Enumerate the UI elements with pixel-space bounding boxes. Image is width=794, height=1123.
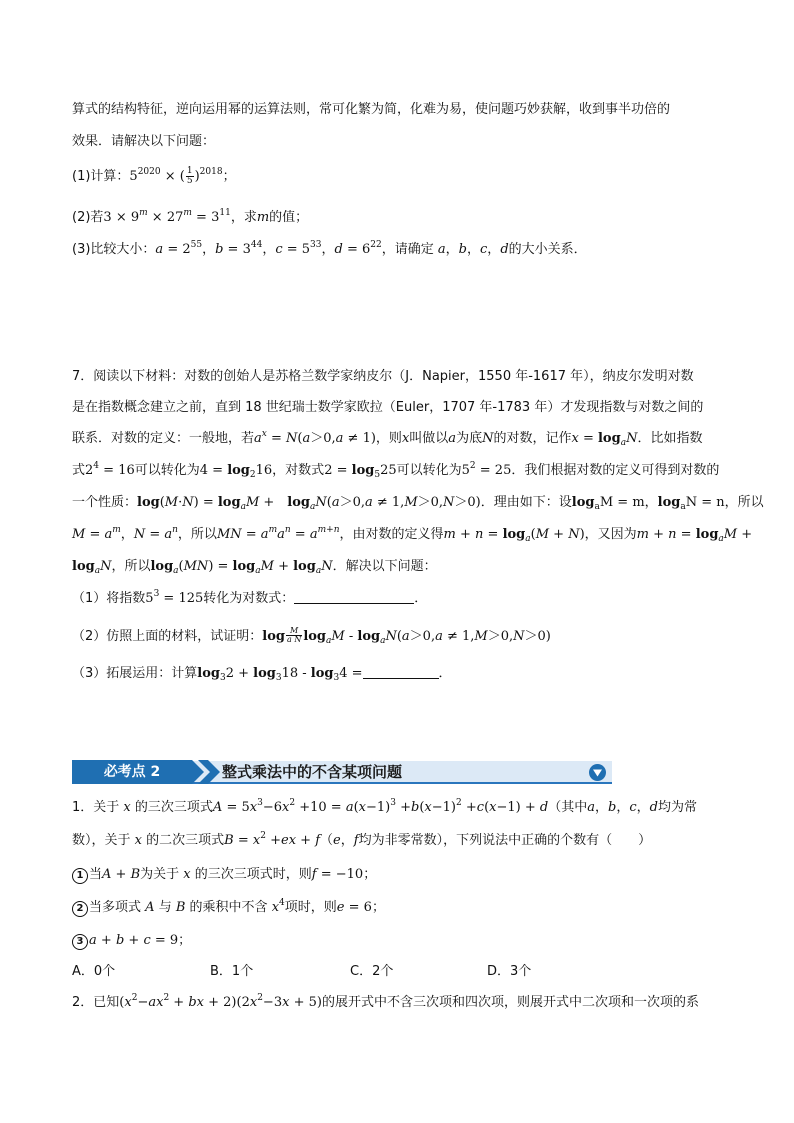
section-banner — [72, 760, 612, 784]
q6-part-2: (2)若$3 \times 9^m \times 27^m = 3^{11}$，求m的值； — [72, 208, 309, 225]
q1-statement-3: 3 a + b + c = 9； — [72, 931, 191, 951]
q1-line-1: 1．关于 x 的三次三项式$A = 5x^3-6x^2 +10 = a(x-1)^3 +b(x-1)^2 +c(x-1) + d$（其中a，b，c，d均为常 — [72, 798, 697, 815]
q1-statement-2: 2 当多项式 A 与 B 的乘积中不含 $x^4$项时，则e = 6； — [72, 898, 385, 918]
q6-part-3: (3)比较大小：$a = 2^{55}$，$b = 3^{44}$，$c = 5^{33}$，$d = 6^{22}$，请确定 a，b，c，d的大小关系． — [72, 240, 587, 257]
q7-line-6: $M = a^m$，$N = a^n$，所以MN = $a^ma^n = a^{m+n}$，由对数的定义得$m + n = \log_a(M + N)$，又因为$m + n = \log_aM$ + — [72, 525, 753, 544]
answer-blank-1[interactable] — [294, 589, 414, 604]
option-b[interactable]: B．1个 — [210, 964, 254, 979]
q7-line-5: 一个性质：$\log(M\cdot N) = \log_aM$ + $\log_aN(a>0,a \ne 1,M>0,N>0)$．理由如下：设$\log_aM = m$，$\log_aN = n$，所以 — [72, 495, 764, 512]
option-c[interactable]: C．2个 — [350, 964, 394, 979]
chevron-down-icon[interactable] — [588, 763, 607, 782]
q7-part-1: （1）将指数$5^3 = 125$转化为对数式： ． — [72, 589, 428, 606]
q7-part-2: （2）仿照上面的材料，试证明：log $_{\frac{M}{\text{a N}}}$ $\log_aM - \log_aN(a>0,a \ne 1,M>0,N>0)$ — [72, 626, 551, 646]
intro-line-1: 算式的结构特征，逆向运用幂的运算法则，常可化繁为简，化难为易，使问题巧妙获解，收到事半功倍的 — [72, 102, 671, 117]
section-badge: 必考点 2 — [103, 764, 161, 780]
circled-3-icon: 3 — [72, 934, 88, 950]
q7-line-3: 联系．对数的定义：一般地，若$a^x = N(a>0,a \ne 1)$，则x叫做以a为底N的对数，记作$x = \log_aN$．比如指数 — [72, 429, 703, 448]
intro-line-2: 效果．请解决以下问题： — [72, 134, 216, 149]
q6-part-1: (1)计算：$5^{2020}$ × ( $\frac{1}{5}$ )$^{2018}$； — [72, 166, 236, 186]
answer-blank-2[interactable] — [363, 664, 439, 679]
q7-line-1: 7．阅读以下材料：对数的创始人是苏格兰数学家纳皮尔（J．Napier，1550 年-1617 年），纳皮尔发明对数 — [72, 369, 694, 384]
q2-line-1: 2．已知($x^2-ax^2$ + bx + $2)(2x^2-3x + 5)$的展开式中不含三次项和四次项，则展开式中二次项和一次项的系 — [72, 993, 699, 1010]
circled-1-icon: 1 — [72, 868, 88, 884]
circled-2-icon: 2 — [72, 901, 88, 917]
q1-options — [72, 962, 531, 982]
q7-part-3: （3）拓展运用：计算$\log_32 + \log_318 - \log_34$ = ． — [72, 666, 452, 683]
section-title: 整式乘法中的不含某项问题 — [222, 763, 403, 781]
option-d[interactable]: D．3个 — [487, 964, 532, 979]
q7-line-4: 式$2^4 = 16$可以转化为$4 = \log_216$，对数式$2 = \log_525$可以转化为$5^2 = 25$．我们根据对数的定义可得到对数的 — [72, 461, 720, 480]
option-a[interactable]: A．0个 — [72, 964, 116, 979]
q7-line-7: $\log_aN$，所以$\log_a(MN) = \log_aM + \log_aN$．解决以下问题： — [72, 559, 437, 576]
q1-line-2: 数），关于 x 的二次三项式$B = x^2 +ex + f(e$，f均为非零常数），下列说法中正确的个数有（ ） — [72, 831, 652, 848]
q1-statement-1: 1 当A + B为关于 x 的三次三项式时，则f = −10； — [72, 865, 376, 885]
q7-line-2: 是在指数概念建立之前，直到 18 世纪瑞士数学家欧拉（Euler，1707 年-1783 年）才发现指数与对数之间的 — [72, 400, 704, 415]
